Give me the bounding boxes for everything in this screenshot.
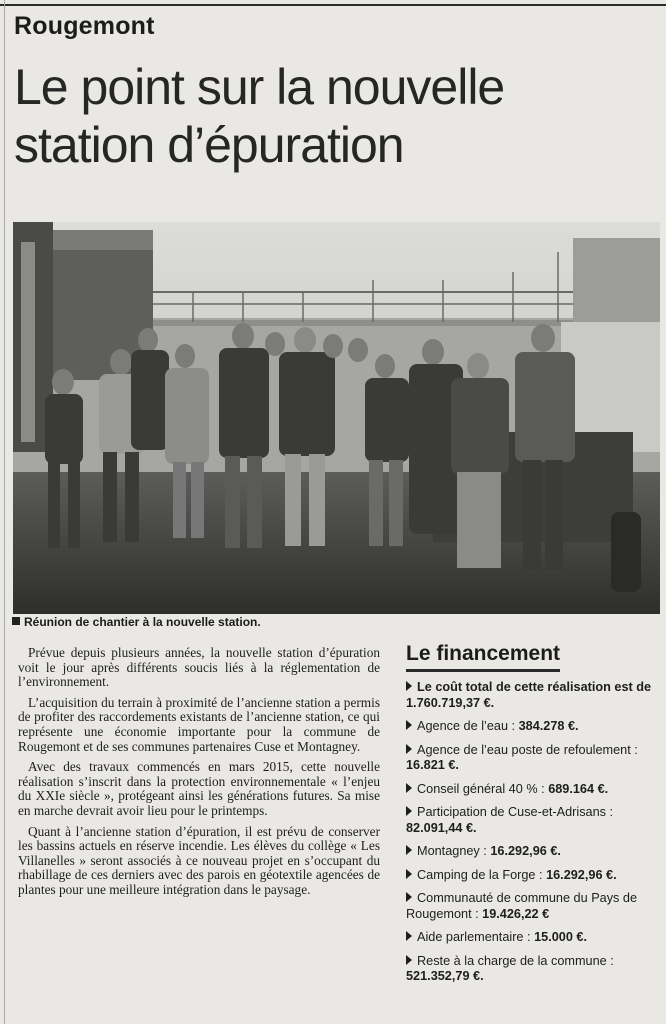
triangle-bullet-icon — [406, 720, 412, 730]
triangle-bullet-icon — [406, 806, 412, 816]
financement-title: Le financement — [406, 642, 560, 672]
triangle-bullet-icon — [406, 744, 412, 754]
column-rule — [4, 0, 5, 1024]
financement-item: Aide parlementaire : 15.000 €. — [406, 930, 654, 946]
financement-item: Reste à la charge de la commune : 521.352,79 €. — [406, 953, 614, 983]
financement-item: Communauté de commune du Pays de Rougemont : 19.426,22 € — [406, 891, 638, 921]
triangle-bullet-icon — [406, 892, 412, 902]
triangle-bullet-icon — [406, 681, 412, 691]
financement-item: Participation de Cuse-et-Adrisans : 82.091,44 €. — [406, 805, 614, 835]
triangle-bullet-icon — [406, 845, 412, 855]
section-rubric: Rougemont — [14, 12, 155, 40]
financement-item: Conseil général 40 % : 689.164 €. — [406, 782, 654, 798]
triangle-bullet-icon — [406, 869, 412, 879]
article-paragraph: Quant à l’ancienne station d’épuration, il est prévu de conserver les bassins actuels en réserve incendie. Les élèves du collège « Les Villanelles » seront associés à ce nouveau projet en s’occupant du rhabillage de ces derniers avec des parois en géotextile agencées de plantes pour une meilleure intégration dans le paysage. — [18, 823, 380, 897]
top-rule — [0, 4, 666, 6]
article-paragraph: L’acquisition du terrain à proximité de l’ancienne station a permis de profiter des raccordements existants de l’ancienne station, ce qui représente une économie importante pour la commune de Rougemont et de ses communes partenaires Cuse et Montagney. — [18, 694, 380, 754]
headline — [14, 58, 654, 174]
financement-item: Montagney : 16.292,96 €. — [406, 844, 654, 860]
caption-text: Réunion de chantier à la nouvelle station. — [24, 615, 261, 629]
triangle-bullet-icon — [406, 783, 412, 793]
headline-line-1: Le point sur la nouvelle — [14, 59, 505, 115]
financement-box — [406, 642, 654, 993]
financement-item: Camping de la Forge : 16.292,96 €. — [406, 868, 654, 884]
caption-square-icon — [12, 617, 20, 625]
financement-item: Agence de l’eau poste de refoulement : 16.821 €. — [406, 742, 638, 772]
headline-line-2: station d’épuration — [14, 117, 404, 173]
photo-caption — [12, 615, 261, 629]
triangle-bullet-icon — [406, 955, 412, 965]
photo-illustration — [13, 222, 660, 614]
financement-item: Agence de l’eau : 384.278 €. — [406, 719, 654, 735]
financement-item: Le coût total de cette réalisation est de 1.760.719,37 €. — [406, 680, 652, 710]
article-paragraph: Avec des travaux commencés en mars 2015, cette nouvelle réalisation s’inscrit dans la protection environnementale « l’enjeu du XXIe siècle », protégeant ainsi les générations futures. Sa mise en marche devrait avoir lieu pour le printemps. — [18, 759, 380, 818]
triangle-bullet-icon — [406, 931, 412, 941]
article-body — [18, 646, 380, 904]
group-photo — [13, 222, 660, 614]
article-paragraph: Prévue depuis plusieurs années, la nouvelle station d’épuration voit le jour après différents soucis liés à la réglementation de l’environnement. — [18, 645, 380, 690]
